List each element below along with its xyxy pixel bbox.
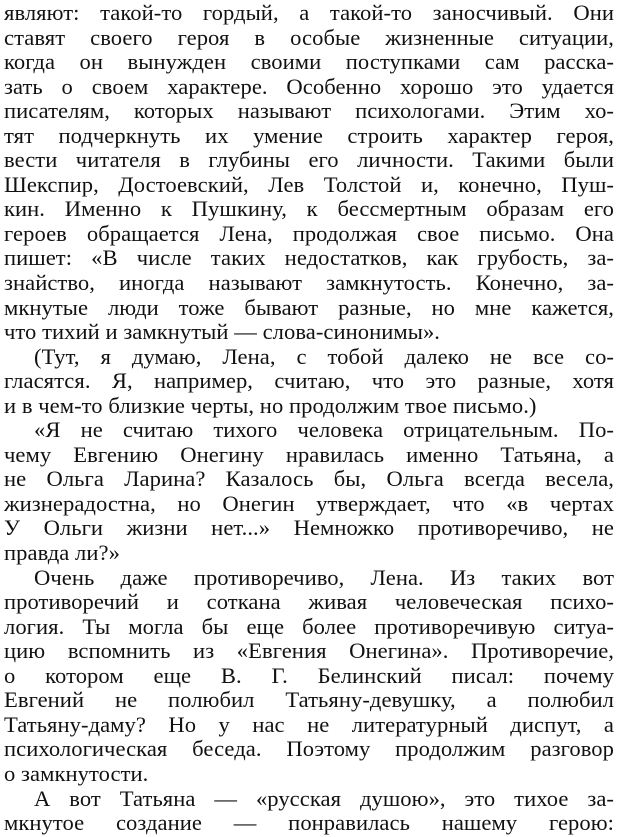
- text-line: логия. Ты могла бы еще более противоречивую ситуа-: [4, 613, 614, 639]
- text-line: о котором еще В. Г. Белинский писал: почему: [4, 662, 614, 688]
- text-line: когда он вынужден своими поступками сам расска-: [4, 49, 614, 75]
- text-line: писателям, которых называют психологами. Этим хо-: [4, 98, 614, 124]
- text-line: что тихий и замкнутый — слова-синонимы».: [4, 319, 441, 345]
- text-line: У Ольги жизни нет...» Немножко противоречиво, не: [4, 515, 614, 541]
- text-line: А вот Татьяна — «русская душою», это тихое за-: [34, 785, 614, 811]
- paragraph-4: [4, 566, 614, 787]
- paragraph-3: [4, 418, 614, 565]
- text-line: жизнерадостна, но Онегин утверждает, что «в чертах: [4, 490, 614, 516]
- text-line: пишет: «В числе таких недостатков, как грубость, за-: [4, 245, 614, 271]
- paragraph-2: [4, 345, 614, 419]
- text-line: гласятся. Я, например, считаю, что это разные, хотя: [4, 368, 614, 394]
- text-line: кин. Именно к Пушкину, к бессмертным образам его: [4, 196, 614, 222]
- text-line: цию вспомнить из «Евгения Онегина». Противоречие,: [4, 638, 614, 664]
- text-line: и в чем-то близкие черты, но продолжим твое письмо.): [4, 392, 537, 418]
- text-line: Евгений не полюбил Татьяну-девушку, а полюбил: [4, 687, 614, 713]
- text-line: мкнутое создание — понравилась нашему герою:: [4, 810, 614, 836]
- body-text: [4, 1, 614, 836]
- text-line: чему Евгению Онегину нравилась именно Татьяна, а: [4, 441, 614, 467]
- text-line: знайство, иногда называют замкнутость. Конечно, за-: [4, 270, 614, 296]
- paragraph-1: [4, 1, 614, 345]
- text-line: Шекспир, Достоевский, Лев Толстой и, конечно, Пуш-: [4, 171, 614, 197]
- text-line: о замкнутости.: [4, 760, 149, 786]
- text-line: Очень даже противоречиво, Лена. Из таких вот: [34, 564, 614, 590]
- text-line: являют: такой-то гордый, а такой-то заносчивый. Они: [4, 0, 614, 25]
- text-line: Татьяну-даму? Но у нас не литературный диспут, а: [4, 711, 614, 737]
- text-line: «Я не считаю тихого человека отрицательным. По-: [34, 417, 614, 443]
- text-line: мкнутые люди тоже бывают разные, но мне кажется,: [4, 294, 614, 320]
- text-line: не Ольга Ларина? Казалось бы, Ольга всегда весела,: [4, 466, 614, 492]
- text-line: противоречий и соткана живая человеческая психо-: [4, 589, 614, 615]
- text-line: вести читателя в глубины его личности. Такими были: [4, 147, 614, 173]
- text-line: (Тут, я думаю, Лена, с тобой далеко не все со-: [34, 343, 614, 369]
- text-line: правда ли?»: [4, 540, 120, 566]
- text-line: тят подчеркнуть их умение строить характер героя,: [4, 122, 614, 148]
- text-line: героев обращается Лена, продолжая свое письмо. Она: [4, 220, 614, 246]
- paragraph-5: [4, 787, 614, 836]
- text-line: ставят своего героя в особые жизненные ситуации,: [4, 24, 614, 50]
- text-line: психологическая беседа. Поэтому продолжим разговор: [4, 736, 614, 762]
- text-line: зать о своем характере. Особенно хорошо это удается: [4, 73, 614, 99]
